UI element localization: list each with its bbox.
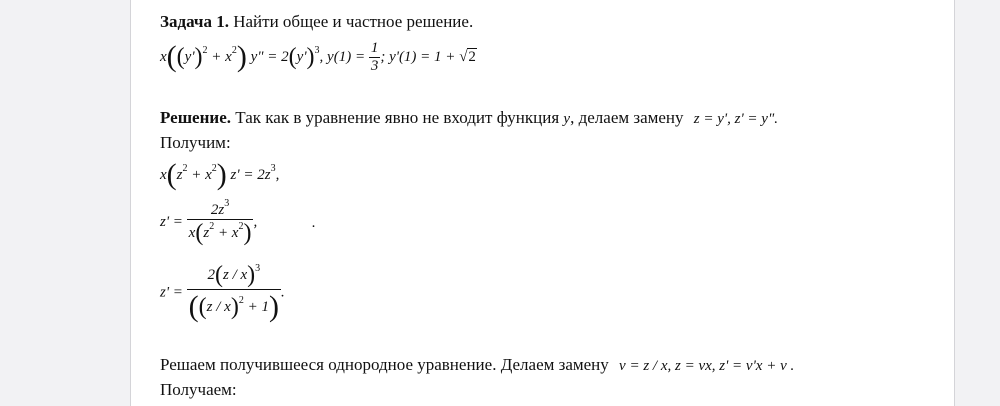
equation-2: $x(z^2 + x^2) z' = 2z^3$, — [160, 158, 280, 191]
problem-text: Найти общее и частное решение. — [233, 12, 474, 31]
solution-line — [160, 108, 778, 129]
footer-text: Решаем получившееся однородное уравнение. Делаем замену — [160, 355, 609, 374]
solution-text: Так как в уравнение явно не входит функция — [235, 108, 560, 127]
problem-heading — [160, 12, 473, 32]
solution-text2: , делаем замену — [570, 108, 684, 127]
footer-line — [160, 355, 794, 376]
equation-3: z' = $\frac{2z^3}{x(z^2 + x^2)}$ , — [160, 198, 258, 246]
solution-subst: z = y', z' = y". — [693, 111, 778, 127]
poluchim-label: Получим: — [160, 133, 231, 152]
eq1-yprime2: y' — [296, 49, 307, 65]
eq1-xpow: 2 — [231, 45, 237, 56]
eq1-plus-x: + x — [211, 49, 232, 65]
footer-subst: v = z / x, z = vx, z' = v'x + v . — [619, 358, 795, 374]
eq1-x: x — [160, 49, 167, 65]
eq1-pow3: 3 — [314, 45, 320, 56]
solution-label: Решение. — [160, 108, 231, 127]
eq1-cond2: ; y'(1) = 1 + — [380, 49, 456, 65]
poluchaem-label: Получаем: — [160, 380, 237, 399]
problem-title: Задача 1. — [160, 12, 229, 31]
eq4-fraction: $\frac{2(z / x)^3}{((z / x)^2 + 1)}$ — [188, 262, 279, 323]
solution-y: y — [563, 111, 571, 127]
eq1-pow2: 2 — [202, 45, 208, 56]
eq1-ypp: y" = 2 — [250, 49, 289, 65]
eq3-dot: . — [312, 215, 316, 231]
eq1-fraction: $\frac{1}{3}$ — [370, 40, 379, 75]
eq3-fraction: $\frac{2z^3}{x(z^2 + x^2)}$ — [188, 198, 252, 246]
equation-4: z' = $\frac{2(z / x)^3}{((z / x)^2 + 1)}$ . — [160, 262, 285, 323]
eq1-sqrt: 2 — [468, 49, 476, 65]
eq1-yprime: y' — [184, 49, 195, 65]
eq1-cond1: , y(1) = — [319, 49, 366, 65]
equation-1: $x((y')^2 + x^2) y$" = $2(y')^3$, y(1) = $\frac{1}{3}$ ; y'(1) = 1 + √2 — [160, 40, 476, 75]
